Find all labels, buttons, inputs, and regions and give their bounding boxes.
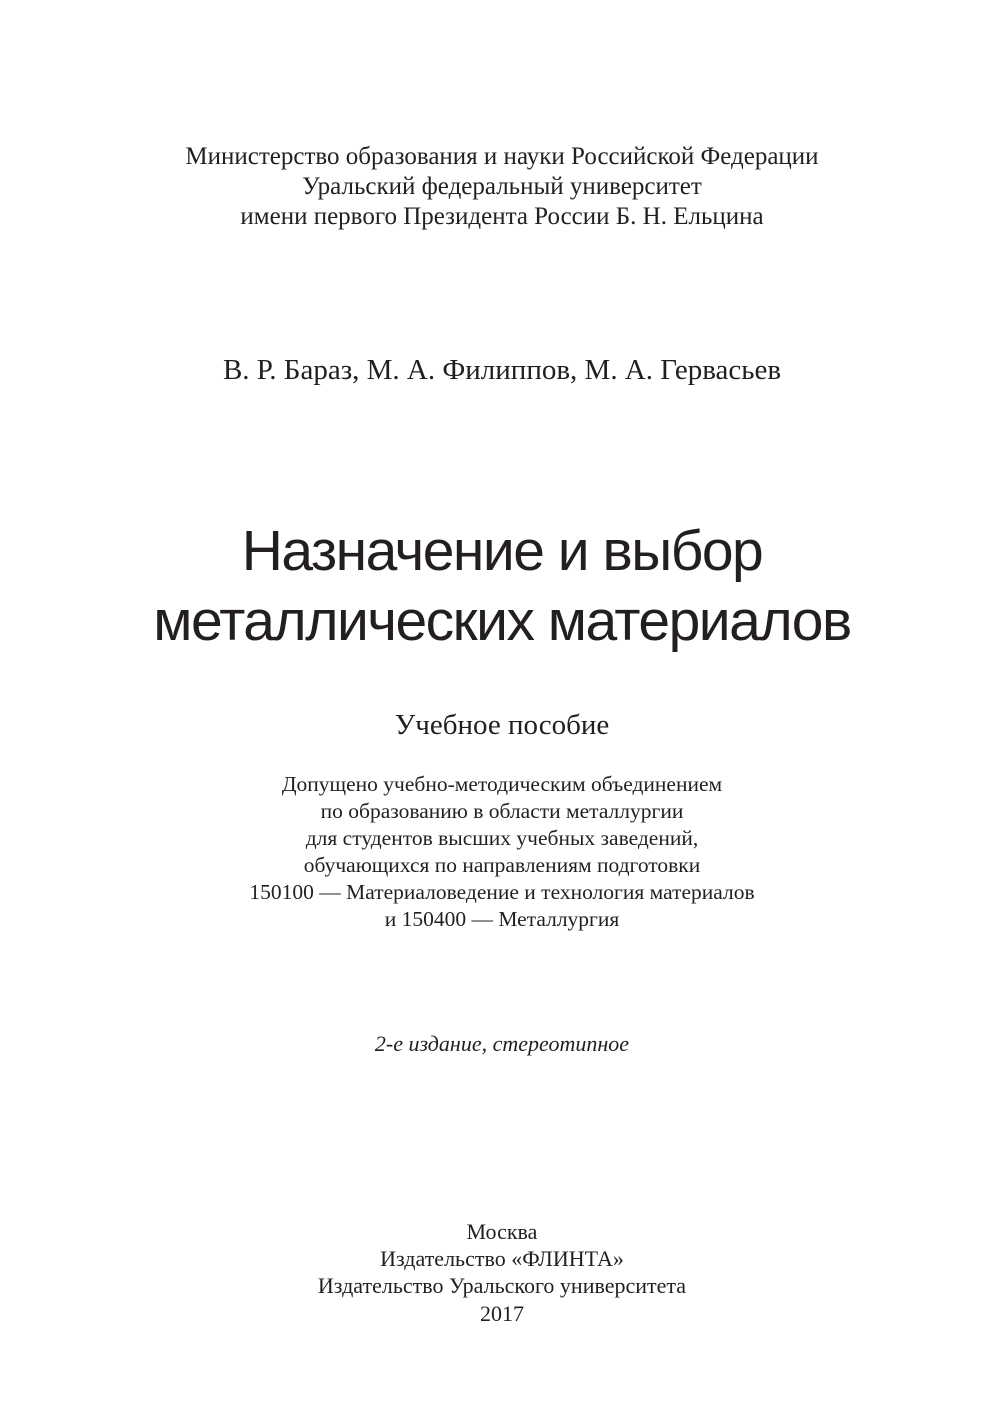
approval-line-1: Допущено учебно-методическим объединением [281, 772, 723, 796]
institution-line-ministry: Министерство образования и науки Российской Федерации [185, 143, 819, 170]
approval-line-2: по образованию в области металлургии [320, 799, 684, 823]
publisher-ural-university: Издательство Уральского университета [317, 1273, 687, 1298]
publisher-flinta: Издательство «ФЛИНТА» [380, 1246, 624, 1271]
publication-year: 2017 [480, 1301, 524, 1326]
approval-line-6: и 150400 — Металлургия [384, 907, 620, 931]
publication-city: Москва [466, 1219, 538, 1244]
approval-line-5: 150100 — Материаловедение и технология материалов [249, 880, 755, 904]
title-line-2: металлических материалов [153, 589, 851, 653]
authors: В. Р. Бараз, М. А. Филиппов, М. А. Гервасьев [222, 354, 782, 386]
institution-line-university: Уральский федеральный университет [302, 173, 702, 200]
title-line-1: Назначение и выбор [241, 519, 763, 583]
institution-line-named-after: имени первого Президента России Б. Н. Ельцина [240, 203, 764, 230]
subtitle: Учебное пособие [394, 709, 610, 741]
approval-line-3: для студентов высших учебных заведений, [305, 826, 699, 850]
edition-note: 2-е издание, стереотипное [374, 1031, 630, 1056]
approval-line-4: обучающихся по направлениям подготовки [303, 853, 701, 877]
